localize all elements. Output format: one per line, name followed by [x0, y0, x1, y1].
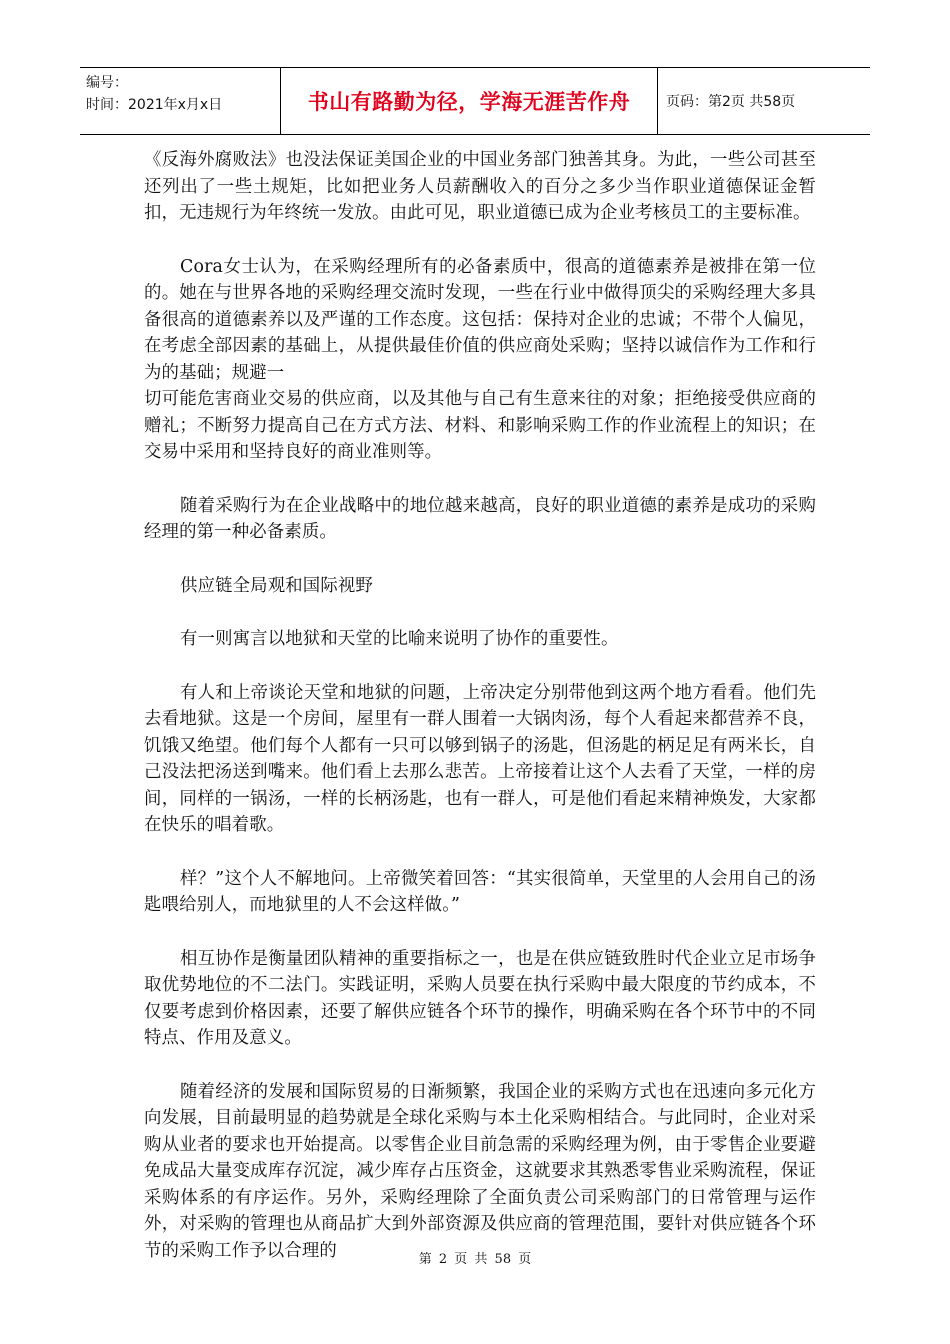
- document-date-label: 时间：2021年x月x日: [86, 97, 223, 113]
- paragraph: 随着经济的发展和国际贸易的日渐频繁，我国企业的采购方式也在迅速向多元化方向发展，目前最明显的趋势就是全球化采购与本土化采购相结合。与此同时，企业对采购从业者的要求也开始提高。以零售企业目前急需的采购经理为例，由于零售企业要避免成品大量变成库存沉淀，减少库存占压资金，这就要求其熟悉零售业采购流程，保证采购体系的有序运作。另外，采购经理除了全面负责公司采购部门的日常管理与运作外，对采购的管理也从商品扩大到外部资源及供应商的管理范围，要针对供应链各个环节的采购工作予以合理的: [144, 1081, 816, 1261]
- paragraph: 有一则寓言以地狱和天堂的比喻来说明了协作的重要性。: [180, 629, 619, 649]
- page-footer: 第 2 页 共 58 页: [418, 1252, 532, 1267]
- paragraph: 有人和上帝谈论天堂和地狱的问题，上帝决定分别带他到这两个地方看看。他们先去看地狱。这是一个房间，屋里有一群人围着一大锅肉汤，每个人看起来都营养不良，饥饿又绝望。他们每个人都有一只可以够到锅子的汤匙，但汤匙的柄足足有两米长，自己没法把汤送到嘴来。他们看上去那么悲苦。上帝接着让这个人去看了天堂，一样的房间，同样的一锅汤，一样的长柄汤匙，也有一群人，可是他们看起来精神焕发，大家都在快乐的唱着歌。: [144, 682, 816, 835]
- paragraph: 《反海外腐败法》也没法保证美国企业的中国业务部门独善其身。为此，一些公司甚至还列出了一些土规矩，比如把业务人员薪酬收入的百分之多少当作职业道德保证金暂扣，无违规行为年终统一发放。由此可见，职业道德已成为企业考核员工的主要标准。: [144, 150, 816, 223]
- paragraph: 随着采购行为在企业战略中的地位越来越高，良好的职业道德的素养是成功的采购经理的第一种必备素质。: [144, 495, 816, 542]
- paragraph: 相互协作是衡量团队精神的重要指标之一，也是在供应链致胜时代企业立足市场争取优势地位的不二法门。实践证明，采购人员要在执行采购中最大限度的节约成本，不仅要考虑到价格因素，还要了解供应链各个环节的操作，明确采购在各个环节中的不同特点、作用及意义。: [144, 948, 816, 1048]
- paragraph: 样？”这个人不解地问。上帝微笑着回答：“其实很简单，天堂里的人会用自己的汤匙喂给别人，而地狱里的人不会这样做。”: [144, 868, 816, 915]
- paragraph: Cora女士认为，在采购经理所有的必备素质中，很高的道德素养是被排在第一位的。她在与世界各地的采购经理交流时发现，一些在行业中做得顶尖的采购经理大多具备很高的道德素养以及严谨的工作态度。这包括：保持对企业的忠诚；不带个人偏见，在考虑全部因素的基础上，从提供最佳价值的供应商处采购；坚持以诚信作为工作和行为的基础；规避一: [144, 256, 816, 383]
- page-header: [80, 67, 870, 135]
- header-page-info: 页码：第2页 共58页: [666, 94, 796, 110]
- paragraph: 切可能危害商业交易的供应商，以及其他与自己有生意来往的对象；拒绝接受供应商的赠礼；不断努力提高自己在方式方法、材料、和影响采购工作的作业流程上的知识；在交易中采用和坚持良好的商业准则等。: [144, 389, 816, 462]
- document-number-label: 编号：: [86, 75, 128, 91]
- section-heading: 供应链全局观和国际视野: [180, 575, 373, 596]
- header-motto: 书山有路勤为径，学海无涯苦作舟: [280, 68, 658, 134]
- header-meta: [80, 68, 280, 134]
- body-text: [144, 147, 816, 1291]
